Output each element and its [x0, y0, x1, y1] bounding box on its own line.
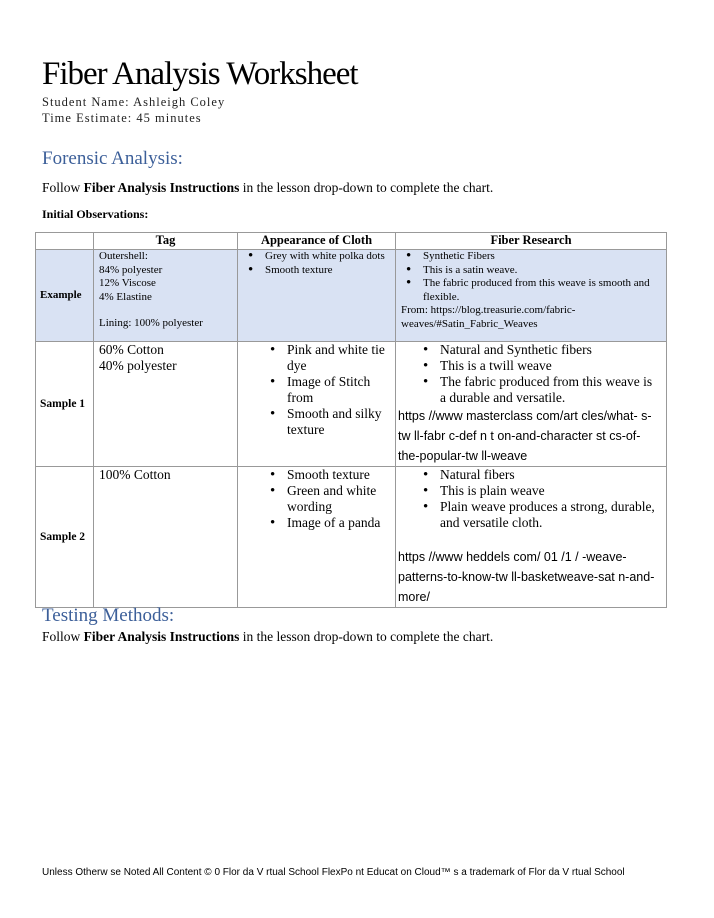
page-title: Fiber Analysis Worksheet [42, 56, 358, 92]
list-item: • Plain weave produces a strong, durable, and versatile cloth. [440, 499, 661, 531]
tag-line: 40% polyester [99, 358, 177, 373]
para-suffix: in the lesson drop-down to complete the chart. [239, 629, 494, 644]
list-item: • Natural fibers [440, 467, 661, 483]
list-item: • Image of a panda [287, 515, 390, 531]
header-fiber-research: Fiber Research [396, 233, 667, 250]
header-appearance: Appearance of Cloth [238, 233, 396, 250]
page-footer: Unless Otherw se Noted All Content © 0 Flor da V rtual School FlexPo nt Educat on Cloud™ s a trademark of Flor da V rtual School [42, 867, 625, 878]
instructions-link-text: Fiber Analysis Instructions [83, 180, 240, 195]
list-item: • This is a satin weave. [423, 264, 661, 278]
para-prefix: Follow [42, 629, 84, 644]
sample2-tag-cell [94, 467, 238, 608]
list-item: • The fabric produced from this weave is a durable and versatile. [440, 374, 661, 406]
source-citation: From: https://blog.treasurie.com/fabric-weaves/#Satin_Fabric_Weaves [401, 304, 576, 330]
tag-line: 60% Cotton [99, 342, 164, 357]
tag-line: 84% polyester [99, 263, 163, 276]
example-tag-cell [94, 250, 238, 342]
row-label: Sample 2 [36, 467, 94, 608]
list-item: • Smooth and silky texture [287, 406, 390, 438]
tag-line: 12% Viscose [99, 277, 156, 289]
table-row-example [36, 250, 667, 342]
header-tag: Tag [94, 233, 238, 250]
testing-instructions-paragraph [42, 629, 493, 645]
list-item: • Synthetic Fibers [423, 250, 661, 264]
list-item: • Smooth texture [265, 264, 390, 278]
list-item: • Green and white wording [287, 483, 390, 515]
sample1-appearance-cell [238, 342, 396, 467]
tag-line: Lining: 100% polyester [99, 317, 203, 329]
list-item: • This is plain weave [440, 483, 661, 499]
list-item: • Smooth texture [287, 467, 390, 483]
sample2-appearance-cell [238, 467, 396, 608]
para-prefix: Follow [42, 180, 84, 195]
instructions-paragraph [42, 180, 493, 196]
instructions-link-text: Fiber Analysis Instructions [83, 629, 240, 644]
para-suffix: in the lesson drop-down to complete the chart. [239, 180, 494, 195]
list-item: • This is a twill weave [440, 358, 661, 374]
forensic-analysis-heading: Forensic Analysis: [42, 148, 183, 169]
tag-line: 4% Elastine [99, 290, 152, 303]
sample2-research-cell [396, 467, 667, 608]
row-label: Example [36, 250, 94, 342]
list-item: • Natural and Synthetic fibers [440, 342, 661, 358]
source-url: https //www masterclass com/art cles/what- s-tw ll-fabr c-def n t on-and-character st cs-of-the-popular-tw ll-weave [398, 409, 652, 463]
source-url: https //www heddels com/ 01 /1 / -weave-patterns-to-know-tw ll-basketweave-sat n-and-more/ [398, 550, 655, 604]
list-item: • Pink and white tie dye [287, 342, 390, 374]
list-item: • Image of Stitch from [287, 374, 390, 406]
table-header-row [36, 233, 667, 250]
tag-line: Outershell: [99, 250, 148, 262]
example-appearance-cell [238, 250, 396, 342]
sample1-research-cell [396, 342, 667, 467]
tag-line: 100% Cotton [99, 467, 171, 482]
list-item: • The fabric produced from this weave is smooth and flexible. [423, 277, 661, 304]
table-row-sample-1 [36, 342, 667, 467]
list-item: • Grey with white polka dots [265, 250, 390, 264]
initial-observations-label: Initial Observations: [42, 207, 149, 221]
example-research-cell [396, 250, 667, 342]
row-label: Sample 1 [36, 342, 94, 467]
sample1-tag-cell [94, 342, 238, 467]
testing-methods-heading: Testing Methods: [42, 605, 175, 626]
observation-table [35, 232, 667, 608]
table-row-sample-2 [36, 467, 667, 608]
header-blank [36, 233, 94, 250]
time-estimate: Time Estimate: 45 minutes [42, 111, 202, 125]
student-name: Student Name: Ashleigh Coley [42, 95, 226, 109]
